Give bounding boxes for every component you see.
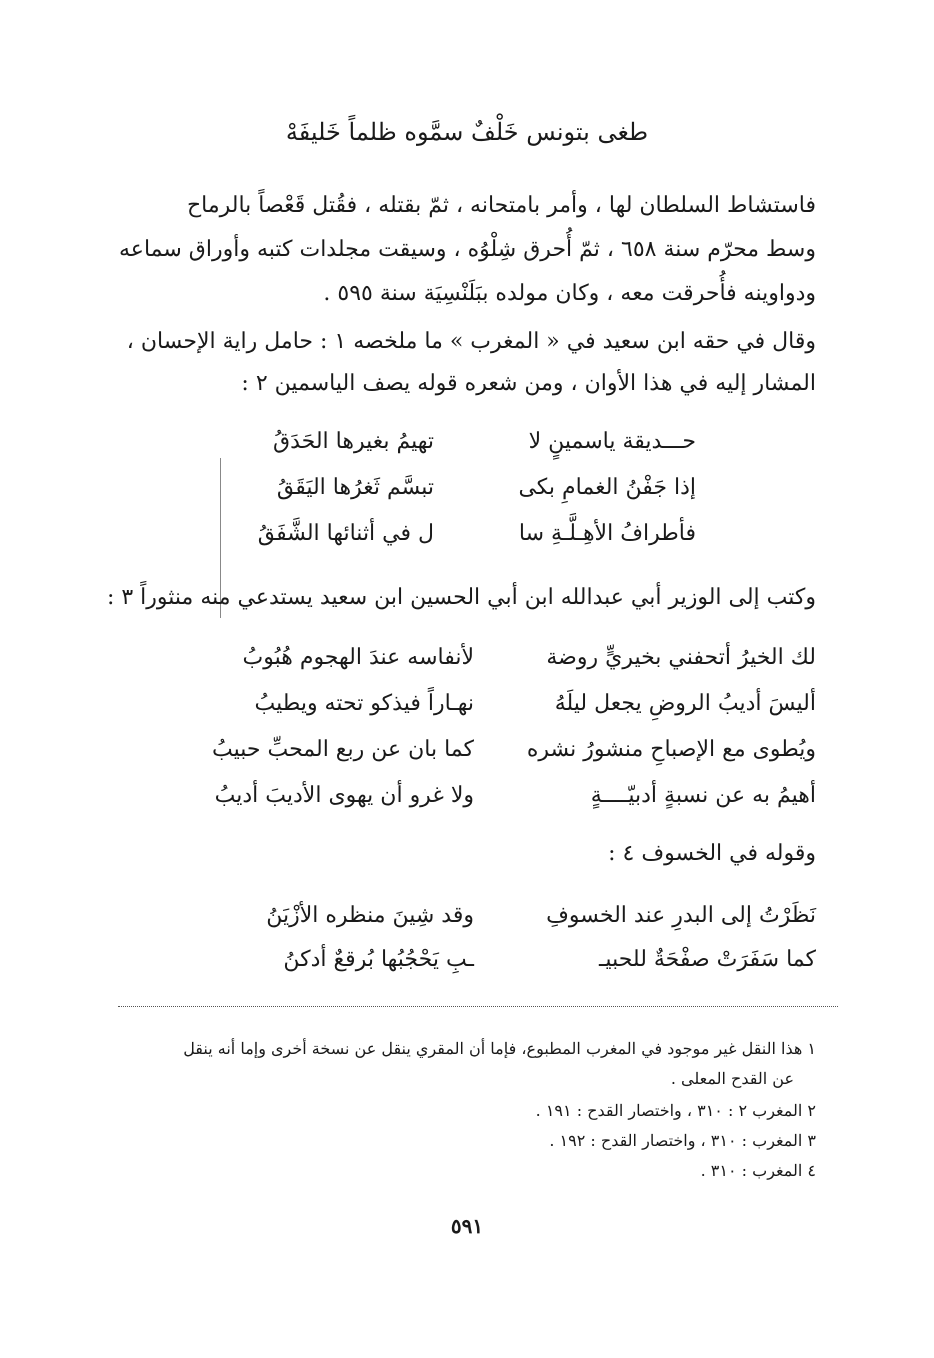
prose-line: وقال في حقه ابن سعيد في « المغرب » ما ملخصه ١ : حامل راية الإحسان ، [126, 329, 816, 354]
poem3-hemistich-right: نَظَرْتُ إلى البدرِ عند الخسوفِ [546, 903, 816, 928]
poem2-hemistich-left: نهـاراً فيذكو تحته ويطيبُ [254, 691, 474, 716]
poem1-hemistich-left: ل في أثنائها الشَّفَقُ [257, 521, 434, 546]
poem2-hemistich-right: أهيمُ به عن نسبةٍ أدبيّــــةٍ [590, 783, 816, 808]
poem2-hemistich-right: ويُطوى مع الإصباحِ منشورُ نشره [526, 737, 816, 762]
poem2-hemistich-right: لك الخيرُ أتحفني بخيريٍّ روضة [546, 645, 816, 670]
poem2-hemistich-left: لأنفاسه عندَ الهجوم هُبُوبُ [242, 645, 474, 670]
prose-line: وقوله في الخسوف ٤ : [608, 841, 816, 866]
footnote-separator [118, 1006, 838, 1007]
poem1-hemistich-left: تبسَّم ثَغرُها اليَقَقُ [276, 475, 434, 500]
page-number: ٥٩١ [450, 1214, 484, 1238]
poem3-hemistich-left: وقد شِينَ منظره الأزْيَنُ [266, 903, 474, 928]
poem1-hemistich-right: حـــديقة ياسمينٍ لا [528, 429, 696, 454]
footnote: ١ هذا النقل غير موجود في المغرب المطبوع، فإما أن المقري ينقل عن نسخة أخرى وإما أنه ينقل [183, 1039, 816, 1058]
poem3-hemistich-left: ـبِ يَحْجُبُها بُرقعٌ أدكنُ [283, 947, 474, 972]
prose-line: المشار إليه في هذا الأوان ، ومن شعره قوله يصف الياسمين ٢ : [241, 371, 816, 396]
footnote: ٢ المغرب ٢ : ٣١٠ ، واختصار القدح : ١٩١ . [535, 1101, 816, 1120]
prose-line: وسط محرّم سنة ٦٥٨ ، ثمّ أُحرق شِلْوُه ، وسيقت مجلدات كتبه وأوراق سماعه [119, 237, 816, 262]
poem1-hemistich-left: تهيمُ بغيرها الحَدَقُ [273, 429, 434, 454]
poem2-hemistich-left: كما بان عن ربع المحبِّ حبيبُ [212, 737, 474, 762]
footnote: ٤ المغرب : ٣١٠ . [700, 1161, 816, 1180]
poem1-hemistich-right: إذا جَفْنُ الغمامِ بكى [518, 475, 696, 500]
poem2-hemistich-left: ولا غرو أن يهوى الأديبَ أديبُ [214, 783, 474, 808]
poem3-hemistich-right: كما سَفَرَتْ صفْحَةٌ للحبيـ [598, 947, 816, 972]
poem2-hemistich-right: أليسَ أديبُ الروضِ يجعل ليلَهُ [554, 691, 816, 716]
poem1-hemistich-right: فأطرافُ الأهِـلَّـةِ سا [518, 521, 696, 546]
prose-line: وكتب إلى الوزير أبي عبدالله ابن أبي الحسين ابن سعيد يستدعي منه منثوراً ٣ : [106, 585, 816, 610]
footnote: ٣ المغرب : ٣١٠ ، واختصار القدح : ١٩٢ . [549, 1131, 816, 1150]
footnote: عن القدح المعلى . [670, 1069, 794, 1088]
prose-line: ودواوينه فأُحرقت معه ، وكان مولده ببَلَنْسِيَة سنة ٥٩٥ . [323, 281, 816, 306]
prose-line: فاستشاط السلطان لها ، وأمر بامتحانه ، ثمّ بقتله ، فقُتل قَعْصاً بالرماح [186, 193, 816, 218]
verse-heading: طغى بتونس خَلْفٌ سمَّوه ظلماً خَليفَهْ [285, 118, 649, 146]
